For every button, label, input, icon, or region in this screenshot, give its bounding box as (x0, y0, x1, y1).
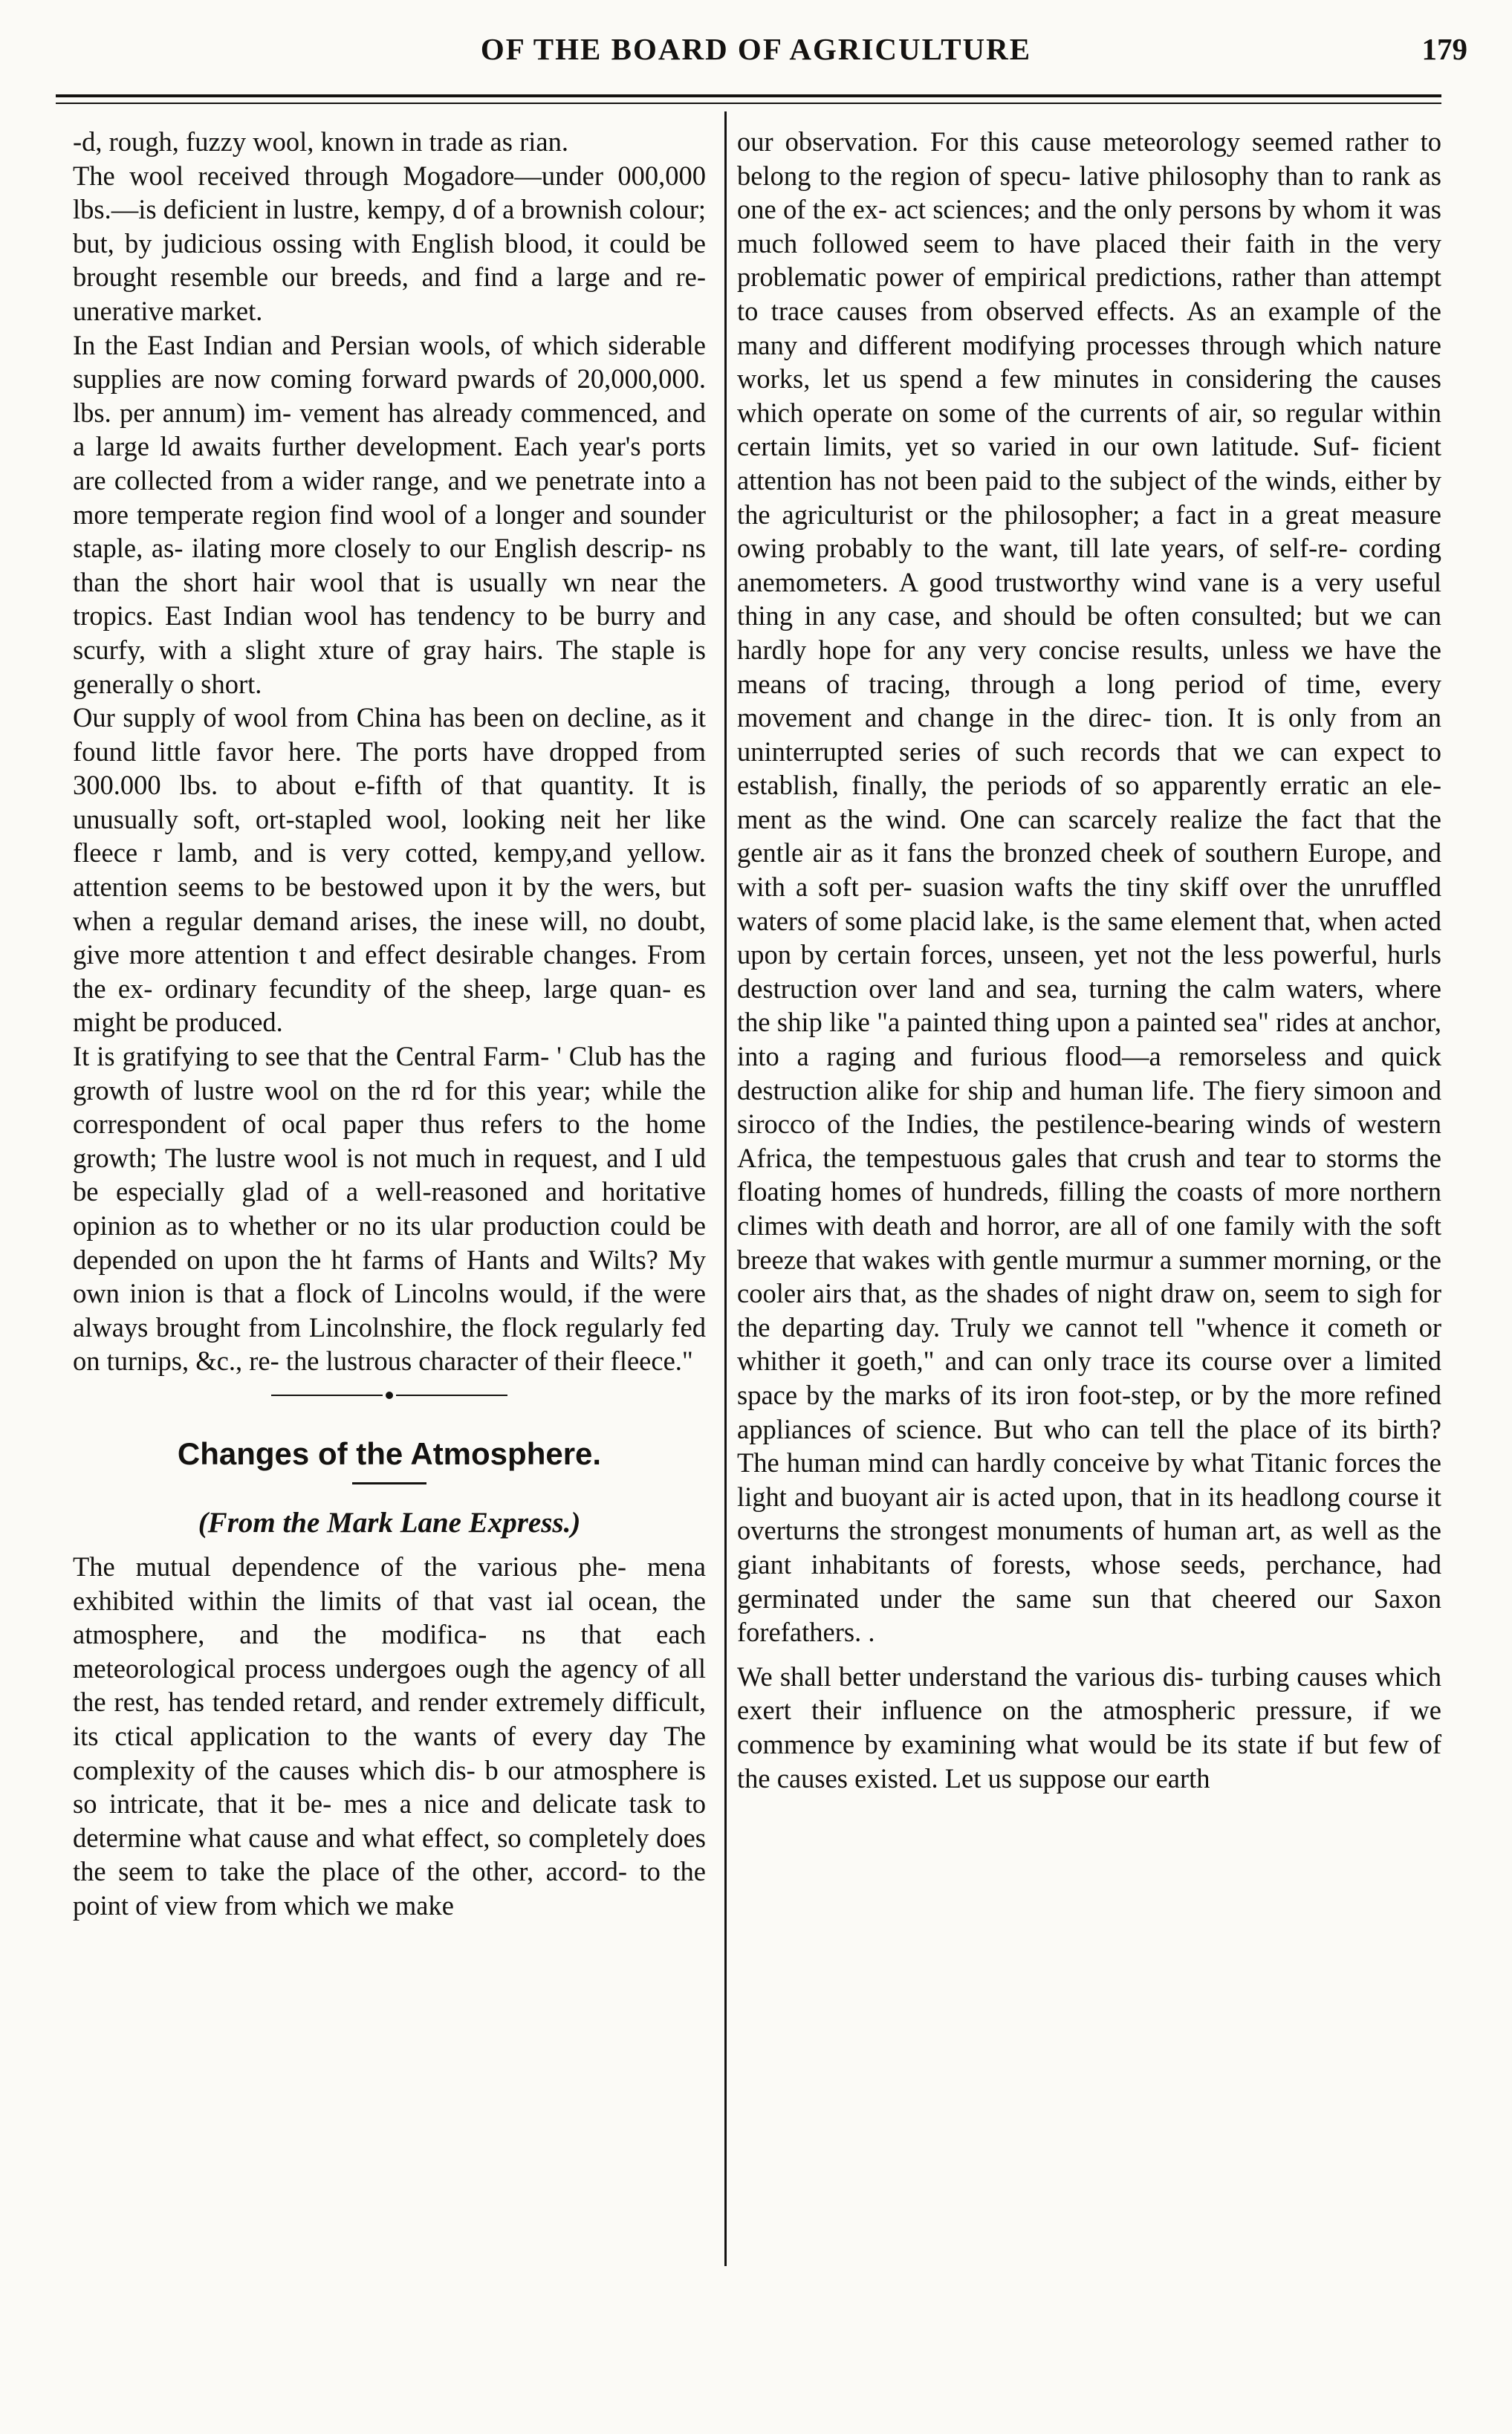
left-paragraph: The wool received through Mogadore—under 000,000 lbs.—is deficient in lustre, kempy, d of a brownish colour; but, by judicious ossing with English blood, it could be brought resemble our breeds, and find a large and re- unerative market. (73, 160, 706, 326)
column-divider (724, 111, 727, 2266)
article-source: (From the Mark Lane Express.) (198, 1506, 581, 1539)
running-head (45, 28, 1467, 80)
left-paragraph: In the East Indian and Persian wools, of which siderable supplies are now coming forward pwards of 20,000,000. lbs. per annum) im- vement has already commenced, and a large ld awaits further development. Each year's ports are collected from a wider range, and we penetrate into a more temperate region find wool of a longer and sounder staple, as- ilating more closely to our English descrip- ns than the short hair wool that is usually wn near the tropics. East Indian wool has tendency to be burry and scurfy, with a slight xture of gray hairs. The staple is generally o short. (73, 329, 706, 699)
left-paragraph: Our supply of wool from China has been on decline, as it found little favor here. The ports have dropped from 300.000 lbs. to about e-fifth of that quantity. It is unusually soft, ort-stapled wool, looking neit her like fleece r lamb, and is very cotted, kempy,and yellow. attention seems to be bestowed upon it by the wers, but when a regular demand arises, the inese will, no doubt, give more attention t and effect desirable changes. From the ex- ordinary fecundity of the sheep, large quan- es might be produced. (73, 702, 706, 1038)
article-paragraph: The mutual dependence of the various phe- mena exhibited within the limits of that vast ial ocean, the atmosphere, and the modifica- ns that each meteorological process undergoes ough the agency of all the rest, has tended retard, and render extremely difficult, its ctical application to the wants of every day The complexity of the causes which dis- b our atmosphere is so intricate, that it be- mes a nice and delicate task to determine what cause and what effect, so completely does the seem to take the place of the other, accord- to the point of view from which we make (73, 1551, 706, 1921)
running-title: OF THE BOARD OF AGRICULTURE (480, 32, 1032, 66)
left-paragraph: -d, rough, fuzzy wool, known in trade as rian. (73, 126, 568, 157)
header-rule-thin (56, 103, 1441, 104)
left-paragraph: It is gratifying to see that the Central Farm- ' Club has the growth of lustre wool on the rd for this year; while the correspondent of ocal paper thus refers to the home growth; The lustre wool is not much in request, and I uld be especially glad of a well-reasoned and horitative opinion as to whether or no its ular production could be depended on upon the ht farms of Hants and Wilts? My own inion is that a flock of Lincolns would, if the were always brought from Lincolnshire, the flock regularly fed on turnips, &c., re- the lustrous character of their fleece." (73, 1041, 706, 1377)
right-column (737, 125, 1441, 1795)
right-paragraph: We shall better understand the various dis- turbing causes which exert their influence on the atmospheric pressure, if we commence by examining what would be its state if but few of the causes existed. Let us suppose our earth (737, 1661, 1441, 1794)
title-rule (352, 1482, 426, 1484)
section-ornament (73, 1383, 706, 1405)
page-number: 179 (1421, 32, 1467, 66)
left-column (73, 125, 706, 1923)
header-rule (56, 94, 1441, 97)
article-title: Changes of the Atmosphere. (177, 1435, 602, 1471)
right-paragraph: our observation. For this cause meteorology seemed rather to belong to the region of specu- lative philosophy than to rank as one of the ex- act sciences; and the only persons by whom it was much followed seem to have placed their faith in the very problematic power of empirical predictions, rather than attempt to trace causes from observed effects. As an example of the many and different modifying processes through which nature works, let us spend a few minutes in considering the causes which operate on some of the currents of air, so regular within certain limits, yet so varied in our own latitude. Suf- ficient attention has not been paid to the subject of the winds, either by the agriculturist or the philosopher; a fact in a great measure owing probably to the want, till late years, of self-re- cording anemometers. A good trustworthy wind vane is a very useful thing in any case, and should be often consulted; but we can hardly hope for any very concise results, unless we have the means of tracing, through a long period of time, every movement and change in the direc- tion. It is only from an uninterrupted series of such records that we can expect to establish, finally, the periods of so apparently erratic an ele- ment as the wind. One can scarcely realize the fact that the gentle air as it fans the bronzed cheek of southern Europe, and with a soft per- suasion wafts the tiny skiff over the unruffled waters of some placid lake, is the same element that, when acted upon by certain forces, unseen, yet not the less powerful, hurls destruction over land and sea, turning the calm waters, where the ship like "a painted thing upon a painted sea" rides at anchor, into a raging and furious flood—a remorseless and quick destruction alike for ship and human life. The fiery simoon and sirocco of the Indies, the pestilence-bearing winds of western Africa, the tempestuous gales that crush and tear to storms the floating homes of hundreds, filling the coasts of more northern climes with death and horror, are all of one family with the soft breeze that wakes with gentle murmur a summer morning, or the cooler airs that, as the shades of night draw on, seem to sigh for the departing day. Truly we cannot tell "whence it cometh or whither it goeth," and can only trace its course over a limited space by the marks of its iron foot-step, or by the more refined appliances of science. But who can tell the place of its birth? The human mind can hardly conceive by what Titanic forces the light and buoyant air is acted upon, that in its headlong course it overturns the strongest monuments of human art, as well as the giant inhabitants of forests, whose seeds, perchance, had germinated under the same sun that cheered our Saxon forefathers. . (737, 126, 1441, 1648)
